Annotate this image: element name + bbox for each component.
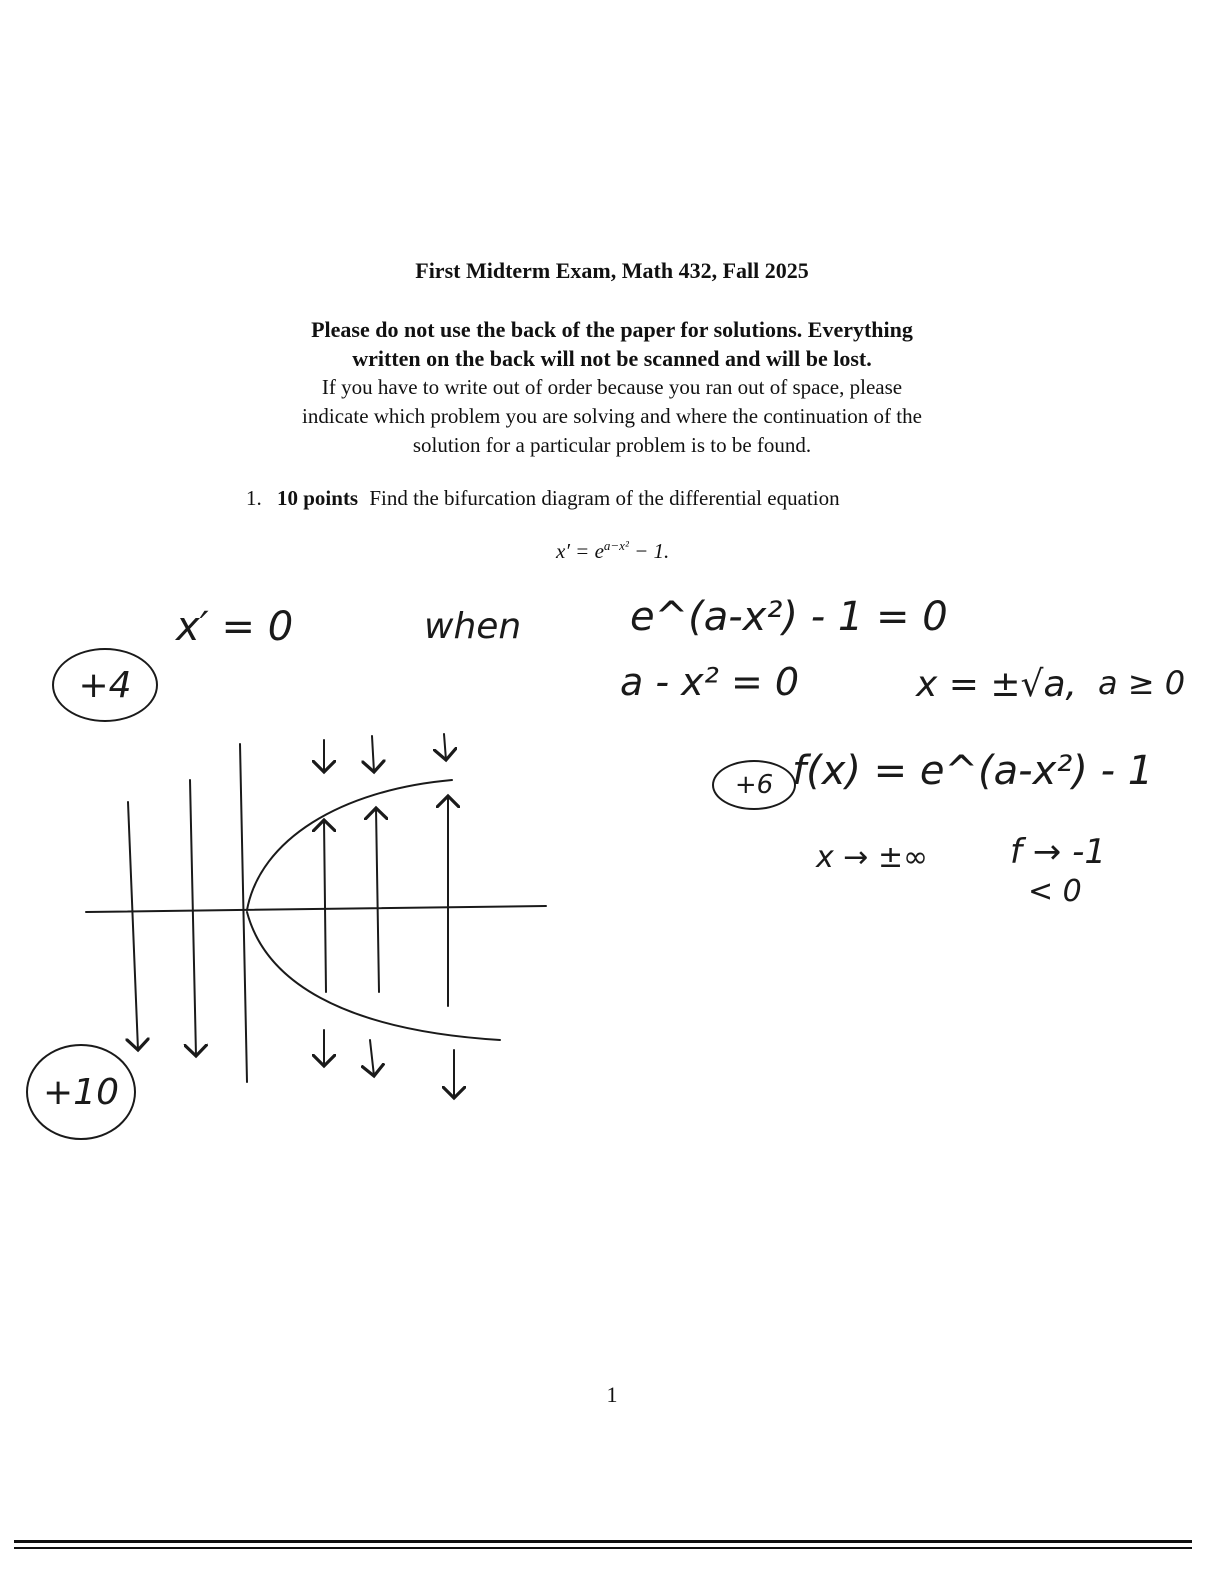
instruction-line: indicate which problem you are solving and where the continuation of the <box>302 404 922 428</box>
page-number: 1 <box>606 1382 618 1407</box>
problem-equation <box>556 538 669 564</box>
handwritten-f-definition: f(x) = e^(a-x²) - 1 <box>792 748 1154 794</box>
instruction-line: If you have to write out of order because you ran out of space, please <box>321 375 903 399</box>
warning-line: Please do not use the back of the paper for solutions. Everything <box>311 317 913 342</box>
instructions <box>212 373 1012 460</box>
flow-arrow-up <box>376 808 379 992</box>
handwritten-x-prime-zero: x′ = 0 <box>176 604 294 650</box>
flow-arrow-down <box>190 780 196 1056</box>
bottom-rule <box>14 1547 1192 1549</box>
instruction-line: solution for a particular problem is to be found. <box>412 433 812 457</box>
upper-branch <box>247 780 452 910</box>
warning-notice <box>212 315 1012 373</box>
horizontal-axis <box>86 906 546 912</box>
equation-lhs: x′ = e <box>556 539 604 563</box>
bottom-rule <box>14 1540 1192 1543</box>
handwritten-equilibrium-equation: e^(a-x²) - 1 = 0 <box>630 594 948 640</box>
vertical-axis <box>240 744 247 1082</box>
grader-score <box>52 648 158 722</box>
score-value: +10 <box>43 1071 119 1113</box>
grader-score <box>712 760 796 810</box>
bifurcation-diagram <box>80 730 560 1110</box>
equation-exponent: a−x² <box>603 538 629 553</box>
flow-arrow-down <box>444 734 446 760</box>
handwritten-negative: < 0 <box>1028 874 1082 909</box>
exam-title: First Midterm Exam, Math 432, Fall 2025 <box>415 258 809 283</box>
flow-arrow-down <box>128 802 138 1050</box>
flow-arrow-up <box>324 820 326 992</box>
score-value: +4 <box>78 664 132 706</box>
handwritten-limit-x: x → ±∞ <box>816 840 929 875</box>
score-value: +6 <box>734 770 774 800</box>
warning-line: written on the back will not be scanned and will be lost. <box>352 346 872 371</box>
handwritten-limit-f: f → -1 <box>1010 832 1106 872</box>
problem-statement <box>246 486 1006 511</box>
handwritten-condition: a ≥ 0 <box>1098 664 1186 702</box>
problem-points: 10 points <box>277 486 359 510</box>
equation-rhs: − 1. <box>628 539 670 563</box>
lower-branch <box>247 912 500 1040</box>
handwritten-when: when <box>424 606 522 647</box>
handwritten-solution: x = ±√a, <box>916 664 1077 705</box>
flow-arrow-down <box>372 736 374 772</box>
flow-arrow-down <box>370 1040 374 1076</box>
handwritten-exponent-zero: a - x² = 0 <box>620 660 800 704</box>
problem-number: 1. <box>246 486 262 510</box>
problem-text: Find the bifurcation diagram of the differential equation <box>369 486 840 510</box>
